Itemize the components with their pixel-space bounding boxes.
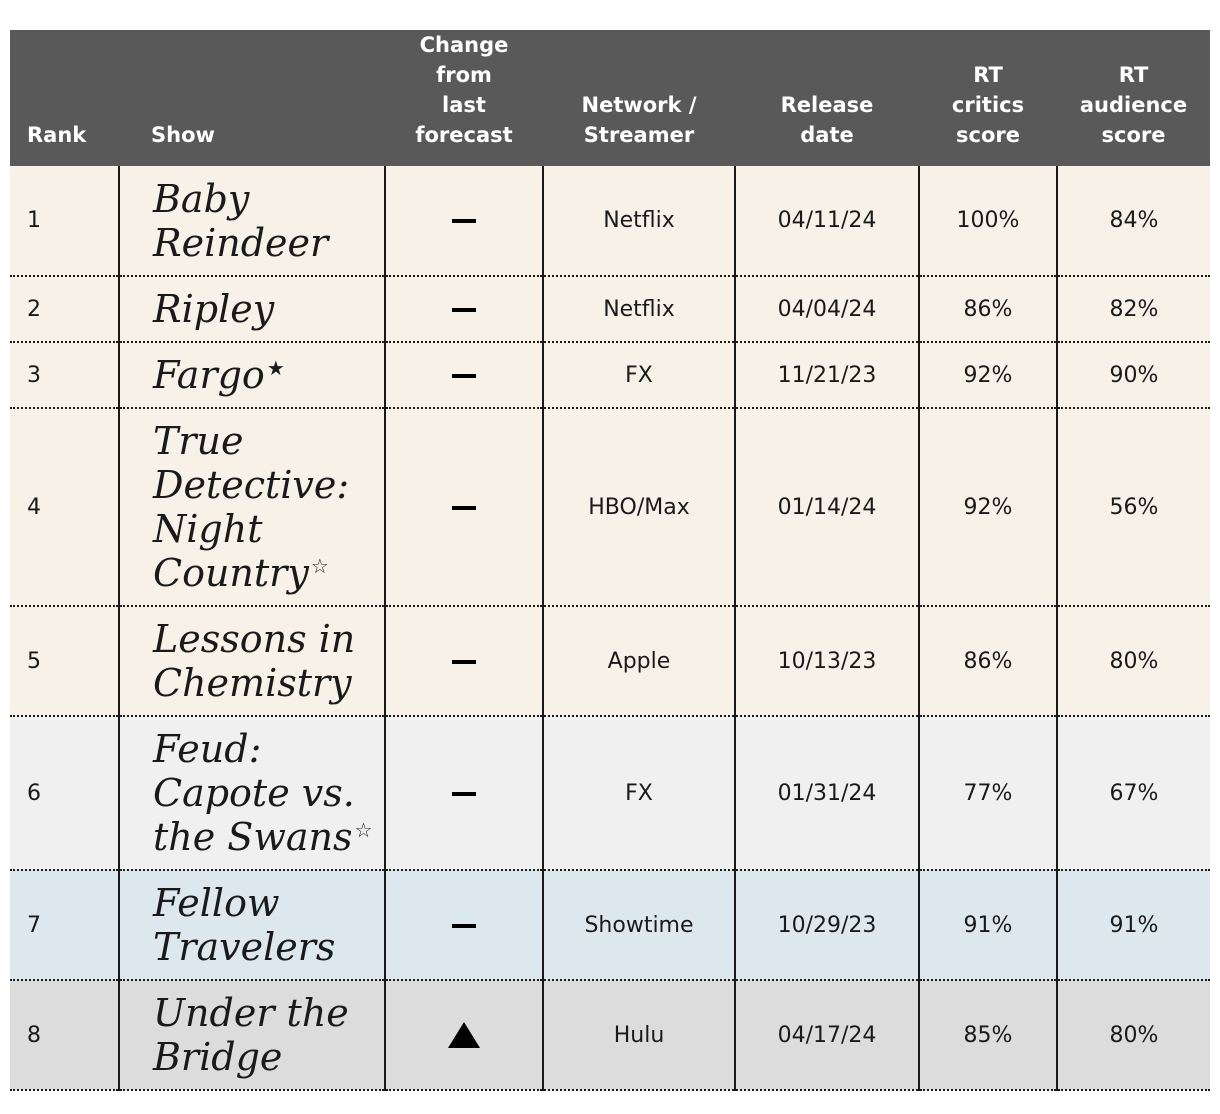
rank-value: 4 (27, 494, 41, 520)
show-title-line: Fargo (153, 353, 265, 397)
star-outline-icon: ☆ (354, 818, 373, 842)
table-row (10, 716, 1210, 870)
rank-cell (10, 408, 119, 606)
release-date-value: 10/29/23 (777, 912, 877, 938)
rank-cell (10, 980, 119, 1090)
change-cell (385, 276, 543, 342)
show-title-line: Baby (153, 176, 250, 221)
header-rank: Rank (10, 30, 119, 166)
audience-cell (1057, 408, 1210, 606)
header-show: Show (119, 30, 385, 166)
table-row (10, 166, 1210, 276)
network-cell (543, 980, 735, 1090)
show-title-line: True (153, 419, 244, 463)
show-cell (119, 870, 385, 980)
release-date-value: 04/17/24 (777, 1022, 877, 1048)
show-title-line: Night (153, 507, 263, 551)
network-value: FX (625, 362, 653, 388)
dash-icon (452, 924, 476, 928)
rank-cell (10, 870, 119, 980)
critics-cell (919, 870, 1057, 980)
audience-cell (1057, 980, 1210, 1090)
show-title-line: Chemistry (153, 661, 352, 705)
header-network: Network / Streamer (543, 30, 735, 166)
show-title-line: Bridge (153, 1035, 283, 1079)
audience-score-value: 67% (1109, 780, 1159, 806)
release-cell (735, 342, 919, 408)
critics-score-value: 86% (963, 296, 1013, 322)
rank-cell (10, 166, 119, 276)
star-outline-icon: ☆ (310, 554, 329, 578)
show-cell (119, 276, 385, 342)
network-value: Netflix (603, 208, 675, 233)
rank-cell (10, 606, 119, 716)
release-date-value: 04/11/24 (777, 208, 877, 233)
change-cell (385, 980, 543, 1090)
show-title-line: Country (153, 551, 309, 595)
rank-cell (10, 276, 119, 342)
rank-value: 6 (27, 780, 41, 806)
show-cell (119, 980, 385, 1090)
show-title-line: the Swans (153, 815, 353, 859)
network-cell (543, 606, 735, 716)
table-row (10, 980, 1210, 1090)
show-title-line: Under the (153, 991, 349, 1035)
release-date-value: 11/21/23 (777, 362, 877, 388)
audience-score-value: 91% (1109, 912, 1159, 938)
release-date-value: 01/31/24 (777, 780, 877, 806)
header-critics: RT critics score (919, 30, 1057, 166)
network-value: HBO/Max (588, 494, 690, 520)
show-title-line: Reindeer (153, 220, 329, 265)
network-cell (543, 870, 735, 980)
rank-value: 2 (27, 296, 41, 322)
network-value: Hulu (613, 1022, 665, 1048)
dash-icon (452, 506, 476, 510)
table-row (10, 342, 1210, 408)
network-cell (543, 408, 735, 606)
header-release: Release date (735, 30, 919, 166)
release-date-value: 10/13/23 (777, 648, 877, 674)
rank-cell (10, 342, 119, 408)
network-cell (543, 276, 735, 342)
critics-cell (919, 716, 1057, 870)
critics-cell (919, 408, 1057, 606)
release-cell (735, 166, 919, 276)
critics-score-value: 92% (963, 494, 1013, 520)
audience-score-value: 82% (1109, 296, 1159, 322)
forecast-table (10, 30, 1210, 1091)
release-cell (735, 276, 919, 342)
rank-value: 3 (27, 362, 41, 388)
audience-cell (1057, 342, 1210, 408)
critics-cell (919, 342, 1057, 408)
network-value: Netflix (603, 296, 675, 322)
critics-cell (919, 166, 1057, 276)
change-cell (385, 716, 543, 870)
header-audience: RT audience score (1057, 30, 1210, 166)
network-cell (543, 716, 735, 870)
change-cell (385, 408, 543, 606)
audience-cell (1057, 276, 1210, 342)
show-title-line: Capote vs. (153, 771, 355, 815)
release-cell (735, 716, 919, 870)
show-title-line: Detective: (153, 463, 350, 507)
release-date-value: 04/04/24 (777, 296, 877, 322)
rank-value: 7 (27, 912, 41, 938)
rank-value: 5 (27, 648, 41, 674)
audience-cell (1057, 716, 1210, 870)
dash-icon (452, 792, 476, 796)
audience-score-value: 56% (1109, 494, 1159, 520)
network-cell (543, 166, 735, 276)
network-value: Apple (607, 648, 671, 674)
dash-icon (452, 374, 476, 378)
network-value: FX (625, 780, 653, 806)
table-row (10, 606, 1210, 716)
audience-cell (1057, 870, 1210, 980)
show-cell (119, 166, 385, 276)
star-filled-icon: ★ (266, 356, 285, 380)
network-cell (543, 342, 735, 408)
change-cell (385, 870, 543, 980)
change-cell (385, 342, 543, 408)
table-row (10, 276, 1210, 342)
critics-score-value: 77% (963, 780, 1013, 806)
critics-score-value: 85% (963, 1022, 1013, 1048)
critics-score-value: 92% (963, 362, 1013, 388)
audience-score-value: 90% (1109, 362, 1159, 388)
dash-icon (452, 308, 476, 312)
change-cell (385, 166, 543, 276)
show-title-line: Fellow (153, 881, 280, 925)
audience-score-value: 80% (1109, 1022, 1159, 1048)
release-cell (735, 408, 919, 606)
critics-score-value: 91% (963, 912, 1013, 938)
critics-score-value: 86% (963, 648, 1013, 674)
show-cell (119, 342, 385, 408)
audience-score-value: 80% (1109, 648, 1159, 674)
release-date-value: 01/14/24 (777, 494, 877, 520)
header-change: Change from last forecast (385, 30, 543, 166)
audience-cell (1057, 166, 1210, 276)
show-cell (119, 716, 385, 870)
dash-icon (452, 660, 476, 664)
show-cell (119, 606, 385, 716)
critics-cell (919, 606, 1057, 716)
table-row (10, 870, 1210, 980)
critics-cell (919, 276, 1057, 342)
table-row (10, 408, 1210, 606)
network-value: Showtime (584, 912, 694, 938)
show-title-line: Ripley (153, 287, 275, 331)
change-cell (385, 606, 543, 716)
release-cell (735, 870, 919, 980)
audience-cell (1057, 606, 1210, 716)
show-title-line: Feud: (153, 727, 262, 771)
release-cell (735, 980, 919, 1090)
critics-score-value: 100% (956, 208, 1020, 233)
rank-value: 8 (27, 1022, 41, 1048)
rank-cell (10, 716, 119, 870)
audience-score-value: 84% (1109, 208, 1159, 233)
release-cell (735, 606, 919, 716)
critics-cell (919, 980, 1057, 1090)
show-title-line: Lessons in (153, 617, 356, 661)
up-triangle-icon (448, 1022, 480, 1048)
header-row (10, 30, 1210, 166)
show-title-line: Travelers (153, 925, 336, 969)
rank-value: 1 (27, 208, 41, 233)
dash-icon (452, 219, 476, 223)
show-cell (119, 408, 385, 606)
